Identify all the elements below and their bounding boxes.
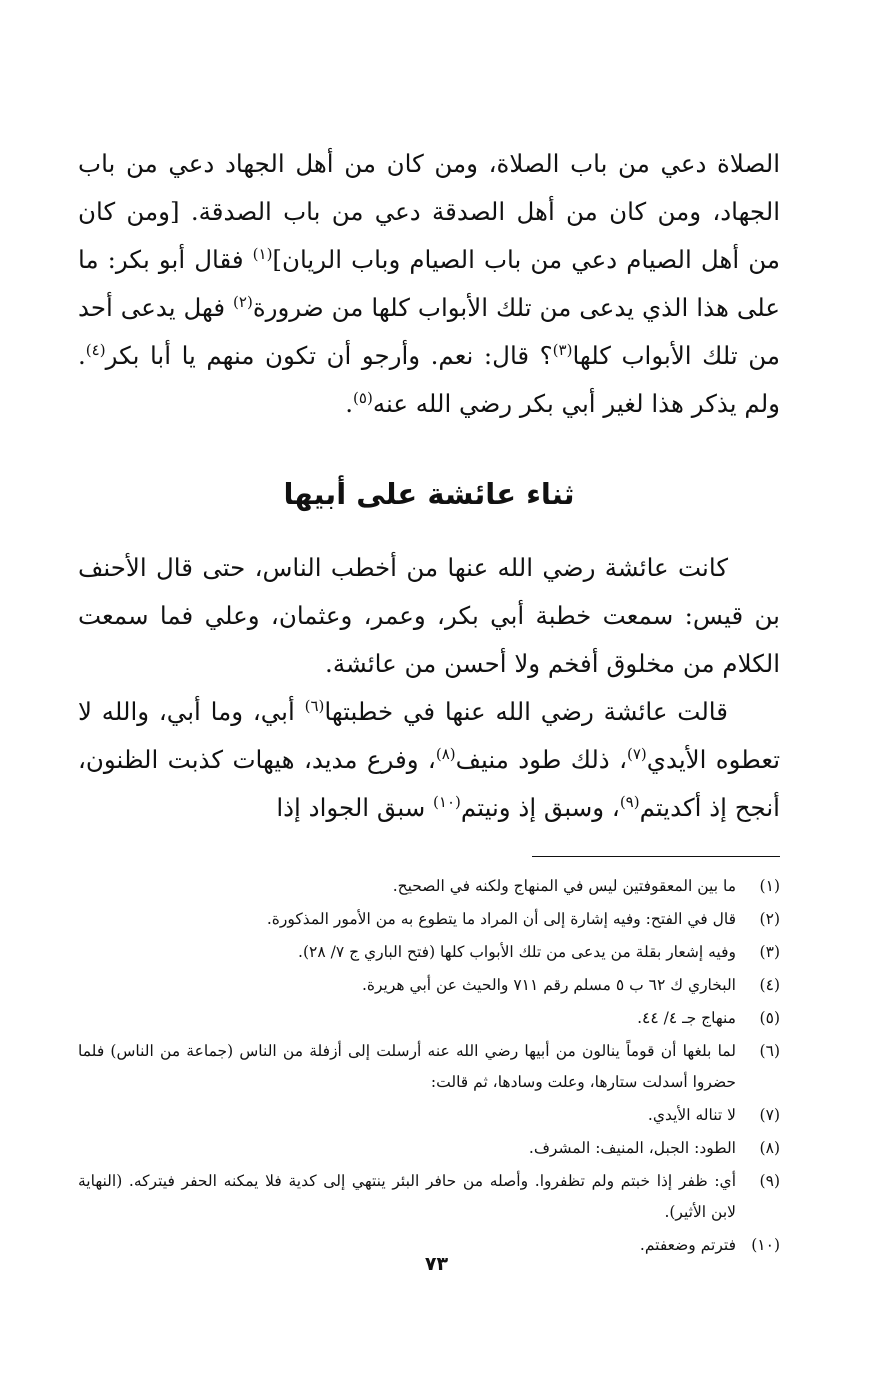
paragraph-3-text-a: قالت عائشة رضي الله عنها في خطبتها <box>324 697 728 726</box>
footnote-text: لما بلغها أن قوماً ينالون من أبيها رضي الله عنه أرسلت إلى أزفلة من الناس (جماعة من الناس) فلما حضروا أسدلت ستارها، وعلت وسادها، ثم قالت: <box>78 1042 736 1091</box>
footnote-ref-10[interactable]: (١٠) <box>433 792 461 811</box>
paragraph-1-text-e: . ولم يذكر هذا لغير أبي بكر رضي الله عنه <box>78 341 780 418</box>
footnote-text: أي: ظفر إذا خبتم ولم تظفروا. وأصله من حافر البئر ينتهي إلى كدية فلا يمكنه الحفر فيتركه. (النهاية لابن الأثير). <box>78 1172 736 1221</box>
footnote-number: (٢) <box>759 910 780 928</box>
footnote-text: منهاج جـ ٤/ ٤٤. <box>637 1009 736 1027</box>
paragraph-3-text-d: ، وفرع مديد، هيهات كذبت الظنون، أنجح إذ أكديتم <box>78 745 780 822</box>
footnote-ref-2[interactable]: (٢) <box>233 292 253 311</box>
page-number: ٧٣ <box>424 1253 449 1275</box>
footnote-number: (٤) <box>759 976 780 994</box>
paragraph-1-text-f: . <box>345 389 354 418</box>
section-heading: ثناء عائشة على أبيها <box>283 477 575 511</box>
footnote-ref-5[interactable]: (٥) <box>353 388 373 407</box>
footnote-text: لا تناله الأيدي. <box>647 1106 736 1124</box>
footnote-text: ما بين المعقوفتين ليس في المنهاج ولكنه في الصحيح. <box>392 877 736 895</box>
footnote-text: قال في الفتح: وفيه إشارة إلى أن المراد ما يتطوع به من الأمور المذكورة. <box>266 910 736 928</box>
paragraph-3-text-c: ، ذلك طود منيف <box>455 745 627 774</box>
footnote-number: (١٠) <box>751 1236 780 1254</box>
footnotes-list <box>78 871 780 1261</box>
footnote-number: (٩) <box>759 1172 780 1190</box>
footnote-ref-1[interactable]: (١) <box>252 244 273 263</box>
footnote-number: (٣) <box>759 943 780 961</box>
footnote-text: الطود: الجبل، المنيف: المشرف. <box>528 1139 736 1157</box>
footnote-number: (١) <box>759 877 780 895</box>
paragraph-1-text-b: فقال أبو بكر: ما على هذا الذي يدعى من تلك الأبواب كلها من ضرورة <box>78 245 780 322</box>
paragraph-3-text-b: أبي، وما أبي، والله لا تعطوه الأيدي <box>78 697 781 774</box>
footnote-ref-8[interactable]: (٨) <box>435 744 456 763</box>
footnote-item <box>78 1036 780 1098</box>
footnote-ref-3[interactable]: (٣) <box>552 340 573 359</box>
paragraph-3 <box>78 688 780 832</box>
paragraph-1-text-d: ؟ قال: نعم. وأرجو أن تكون منهم يا أبا بكر <box>105 341 553 370</box>
footnote-separator <box>532 856 780 857</box>
paragraph-1 <box>78 140 780 428</box>
paragraph-1-text-c: فهل يدعى أحد من تلك الأبواب كلها <box>78 293 781 370</box>
page-body <box>78 140 780 1263</box>
footnote-item <box>78 970 780 1001</box>
footnote-item <box>78 1003 780 1034</box>
footnote-text: البخاري ك ٦٢ ب ٥ مسلم رقم ٧١١ والحيث عن أبي هريرة. <box>361 976 736 994</box>
footnote-number: (٦) <box>759 1042 780 1060</box>
footnote-item <box>78 904 780 935</box>
footnote-ref-7[interactable]: (٧) <box>627 744 647 763</box>
paragraph-1-text-a: الصلاة دعي من باب الصلاة، ومن كان من أهل الجهاد دعي من باب الجهاد، ومن كان من أهل الصدقة دعي من باب الصدقة. [ومن كان من أهل الصيام دعي من باب الصيام وباب الريان] <box>78 149 780 274</box>
footnote-number: (٧) <box>759 1106 780 1124</box>
footnote-text: فترتم وضعفتم. <box>639 1236 736 1254</box>
footnote-number: (٨) <box>759 1139 780 1157</box>
footnote-item <box>78 1166 780 1228</box>
paragraph-2: كانت عائشة رضي الله عنها من أخطب الناس، حتى قال الأحنف بن قيس: سمعت خطبة أبي بكر، وعمر، وعثمان، وعلي فما سمعت الكلام من مخلوق أفخم ولا أحسن من عائشة. <box>78 553 780 678</box>
paragraph-3-text-e: ، وسبق إذ ونيتم <box>460 793 620 822</box>
footnote-text: وفيه إشعار بقلة من يدعى من تلك الأبواب كلها (فتح الباري ج ٧/ ٢٨). <box>298 943 736 961</box>
footnote-item <box>78 871 780 902</box>
footnote-ref-9[interactable]: (٩) <box>619 792 640 811</box>
footnote-item <box>78 937 780 968</box>
footnote-ref-4[interactable]: (٤) <box>85 340 106 359</box>
footnote-item <box>78 1100 780 1131</box>
footnote-number: (٥) <box>759 1009 780 1027</box>
footnote-ref-6[interactable]: (٦) <box>304 696 325 715</box>
paragraph-3-text-f: سبق الجواد إذا <box>276 793 434 822</box>
footnote-item <box>78 1133 780 1164</box>
